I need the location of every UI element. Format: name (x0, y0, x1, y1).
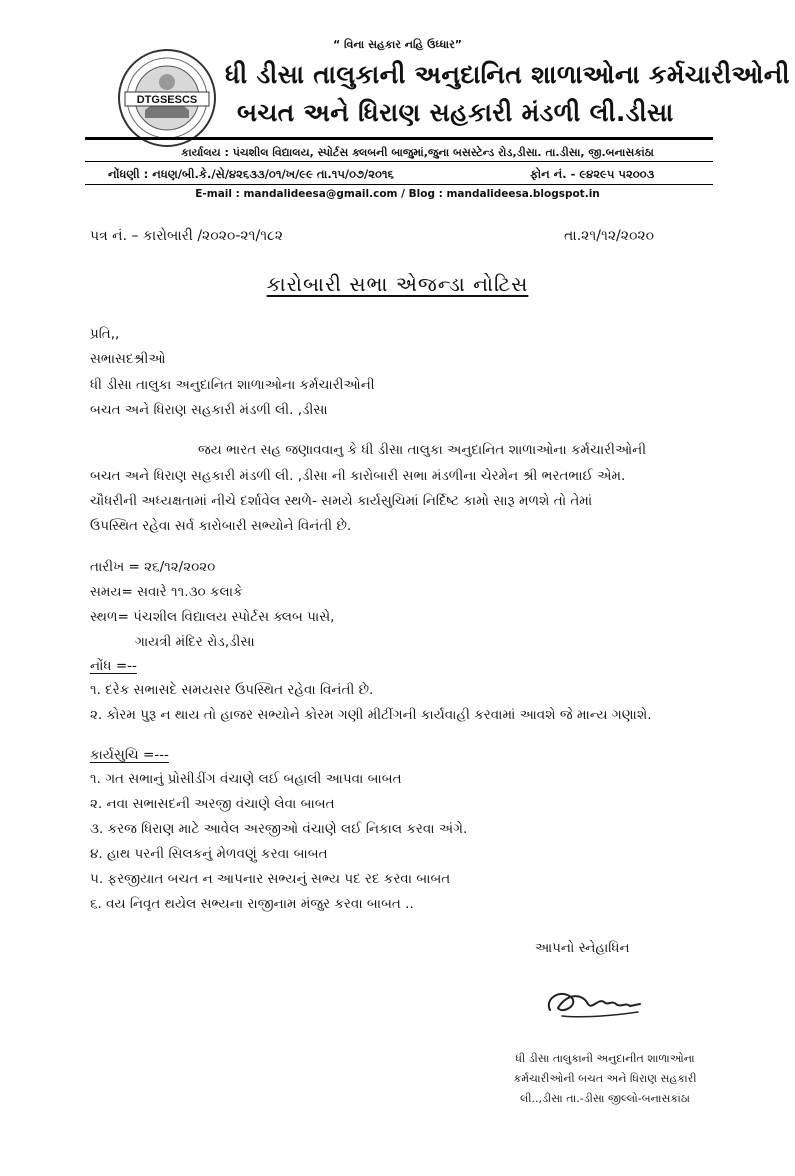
org-name-line1: ધી ડીસા તાલુકાની અનુદાનિત શાળાઓના કર્મચારીઓની (225, 60, 790, 89)
letter-number: પત્ર નં. – કારોબારી /૨૦૨૦-૨૧/૧૮૨ (90, 228, 283, 244)
header-divider-thin (85, 161, 713, 162)
footer-org-line: ધી ડીસા તાલુકાની અનુદાનીત શાળાઓના (515, 1052, 695, 1065)
logo-text: DTGSESCS (136, 94, 198, 106)
addressee-line: બચત અને ધિરાણ સહકારી મંડળી લી. ,ડીસા (90, 402, 328, 418)
motto: “ વિના સહકાર નહિ ઉધ્ધાર” (332, 38, 463, 51)
body-paragraph-line: બચત અને ધિરાણ સહકારી મંડળી લી. ,ડીસા ની કારોબારી સભા મંડળીના ચેરમેન શ્રી ભરતભાઈ એમ. (90, 468, 626, 484)
footer-org-line: લી..,ડીસા તા.-ડીસા જીલ્લો-બનાસકાંઠા (520, 1092, 690, 1105)
agenda-item: ૧. ગત સભાનું પ્રોસીડીંગ વંચાણે લઈ બહાલી આપવા બાબત (90, 771, 402, 787)
meeting-place: સ્થળ= પંચશીલ વિદ્યાલય સ્પોર્ટસ ક્લબ પાસે, (90, 609, 335, 625)
agenda-item: ૨. નવા સભાસદની અરજી વંચાણે લેવા બાબત (90, 796, 335, 812)
society-logo (117, 48, 217, 148)
meeting-place-line2: ગાયત્રી મંદિર રોડ,ડીસા (135, 634, 255, 650)
org-name-line2: બચત અને ધિરાણ સહકારી મંડળી લી.ડીસા (237, 98, 674, 127)
addressee-line: સભાસદશ્રીઓ (90, 351, 166, 367)
header-divider (85, 137, 713, 140)
note-item: ૨. કોરમ પુરૂ ન થાય તો હાજર સભ્યોને કોરમ ગણી મીટીંગની કાર્યવાહી કરવામાં આવશે જે માન્ય ગણાશે. (90, 707, 652, 723)
meeting-date: તારીખ = ૨૬/૧૨/૨૦૨૦ (90, 559, 216, 575)
agenda-item: ૩. કરજ ધિરાણ માટે આવેલ અરજીઓ વંચાણે લઈ નિકાલ કરવા અંગે. (90, 821, 468, 837)
note-item: ૧. દરેક સભાસદે સમયસર ઉપસ્થિત રહેવા વિનંતી છે. (90, 682, 374, 698)
body-paragraph-line: ચૌધરીની અધ્યક્ષતામાં નીચે દર્શાવેલ સ્થળે- સમયે કાર્યસુચિમાં નિર્દિષ્ટ કામો સારૂ મળશે તો તેમાં (90, 493, 593, 509)
notes-heading: નોંધ =-- (90, 658, 137, 674)
letter-date: તા.૨૧/૧૨/૨૦૨૦ (564, 228, 655, 244)
meeting-time: સમય= સવારે ૧૧.૩૦ કલાકે (90, 584, 243, 600)
footer-org-line: કર્મચારીઓની બચત અને ધિરાણ સહકારી (513, 1072, 697, 1085)
phone-number: ફોન નં. - ૯૪૨૯૫ ૫૨૦૦૩ (530, 167, 655, 181)
agenda-item: ૫. ફરજીયાત બચત ન આપનાર સભ્યનું સભ્ય પદ રદ કરવા બાબત (90, 871, 451, 887)
body-paragraph-line: ઉપસ્થિત રહેવા સર્વ કારોબારી સભ્યોને વિનંતી છે. (90, 518, 352, 534)
registration-number: નોંધણી : નધણ/બી.કે./સે/૪૨૬૩૩/૦૧/ખ/૯૯ તા.૧૫/૦૭/૨૦૧૬ (108, 167, 394, 181)
signature (542, 980, 652, 1028)
closing-salutation: આપનો સ્નેહાધિન (535, 940, 630, 956)
office-address: કાર્યાલય : પંચશીલ વિદ્યાલય, સ્પોર્ટસ ક્લબની બાજુમાં,જુના બસસ્ટેન્ડ રોડ,ડીસા. તા.ડીસા, જી.બનાસકાંઠા (181, 146, 654, 159)
addressee-line: ધી ડીસા તાલુકા અનુદાનિત શાળાઓના કર્મચારીઓની (90, 377, 375, 393)
agenda-item: ૪. હાથ પરની સિલકનું મેળવણું કરવા બાબત (90, 846, 328, 862)
addressee-line: પ્રતિ,, (90, 326, 120, 342)
notice-title: કારોબારી સભા એજન્ડા નોટિસ (266, 272, 529, 296)
agenda-heading: કાર્યસુચિ =--- (90, 747, 169, 763)
body-paragraph-line: જય ભારત સહ જણાવવાનુ કે ધી ડીસા તાલુકા અનુદાનિત શાળાઓના કર્મચારીઓની (198, 442, 647, 458)
agenda-item: ૬. વય નિવૃત થયેલ સભ્યના રાજીનામ મંજુર કરવા બાબત .. (90, 896, 414, 912)
header-divider-thin (85, 184, 713, 185)
contact-info: E-mail : mandalideesa@gmail.com / Blog : mandalideesa.blogspot.in (195, 188, 600, 200)
